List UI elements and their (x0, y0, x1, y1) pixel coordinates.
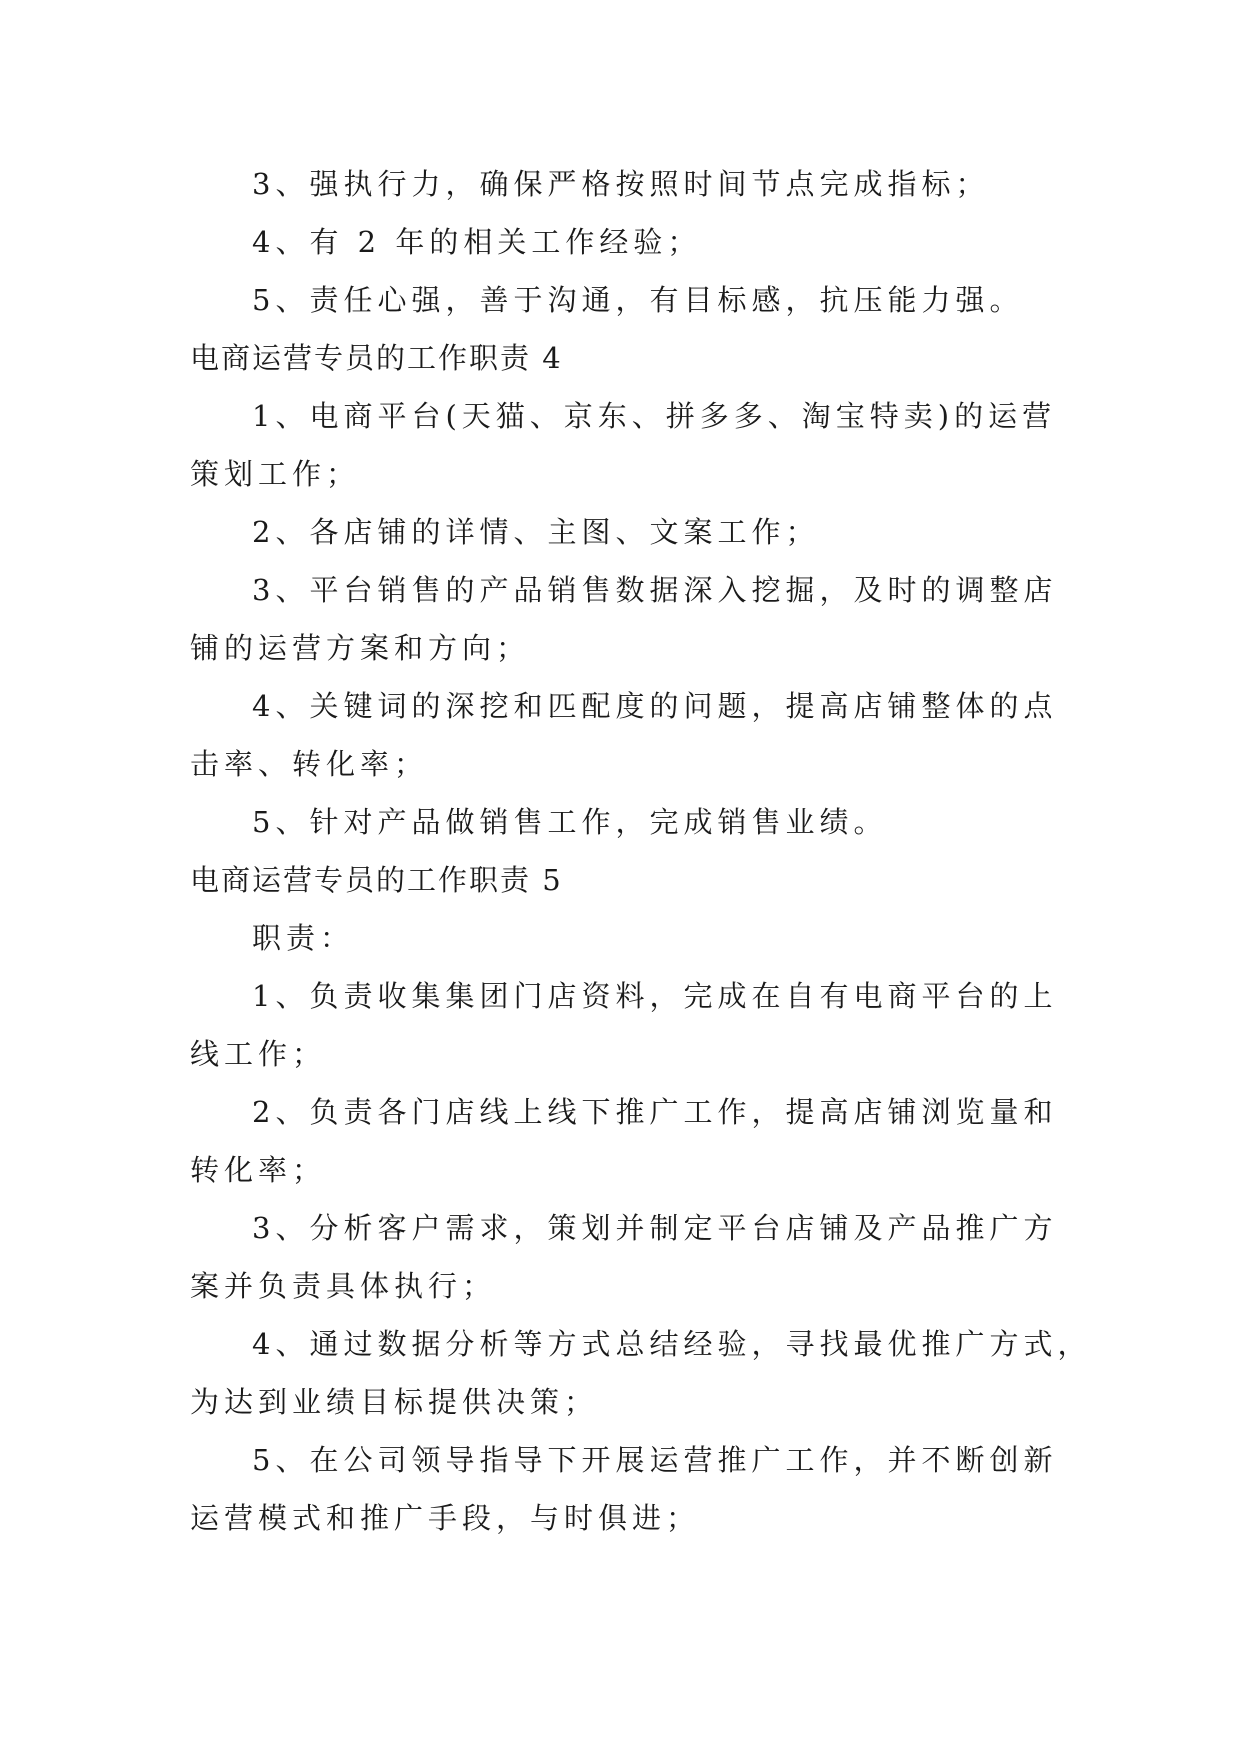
subheading-duties: 职责： (252, 921, 355, 955)
list-item-4-continued: 为达到业绩目标提供决策； (190, 1385, 599, 1419)
list-item-1-continued: 线工作； (190, 1037, 327, 1071)
list-item-3-continued: 铺的运营方案和方向； (190, 631, 531, 665)
section-heading-5: 电商运营专员的工作职责 5 (190, 863, 563, 897)
list-item-3-continued: 案并负责具体执行； (190, 1269, 497, 1303)
list-item-4: 4、有 2 年的相关工作经验； (252, 225, 702, 259)
list-item-1: 1、电商平台(天猫、京东、拼多多、淘宝特卖)的运营 (252, 399, 1057, 433)
section-heading-4: 电商运营专员的工作职责 4 (190, 341, 563, 375)
list-item-1: 1、负责收集集团门店资料，完成在自有电商平台的上 (252, 979, 1058, 1013)
list-item-3: 3、强执行力，确保严格按照时间节点完成指标； (252, 167, 990, 201)
list-item-5: 5、针对产品做销售工作，完成销售业绩。 (252, 805, 888, 839)
list-item-5: 5、在公司领导指导下开展运营推广工作，并不断创新 (252, 1443, 1058, 1477)
list-item-1-continued: 策划工作； (190, 457, 361, 491)
list-item-4: 4、关键词的深挖和匹配度的问题，提高店铺整体的点 (252, 689, 1058, 723)
list-item-4-continued: 击率、转化率； (190, 747, 429, 781)
list-item-4: 4、通过数据分析等方式总结经验，寻找最优推广方式， (252, 1327, 1092, 1361)
list-item-5-continued: 运营模式和推广手段，与时俱进； (190, 1501, 701, 1535)
list-item-2: 2、负责各门店线上线下推广工作，提高店铺浏览量和 (252, 1095, 1058, 1129)
list-item-3: 3、分析客户需求，策划并制定平台店铺及产品推广方 (252, 1211, 1058, 1245)
list-item-5: 5、责任心强，善于沟通，有目标感，抗压能力强。 (252, 283, 1024, 317)
list-item-2-continued: 转化率； (190, 1153, 327, 1187)
document-body (190, 155, 1092, 1547)
list-item-2: 2、各店铺的详情、主图、文案工作； (252, 515, 820, 549)
list-item-3: 3、平台销售的产品销售数据深入挖掘，及时的调整店 (252, 573, 1058, 607)
